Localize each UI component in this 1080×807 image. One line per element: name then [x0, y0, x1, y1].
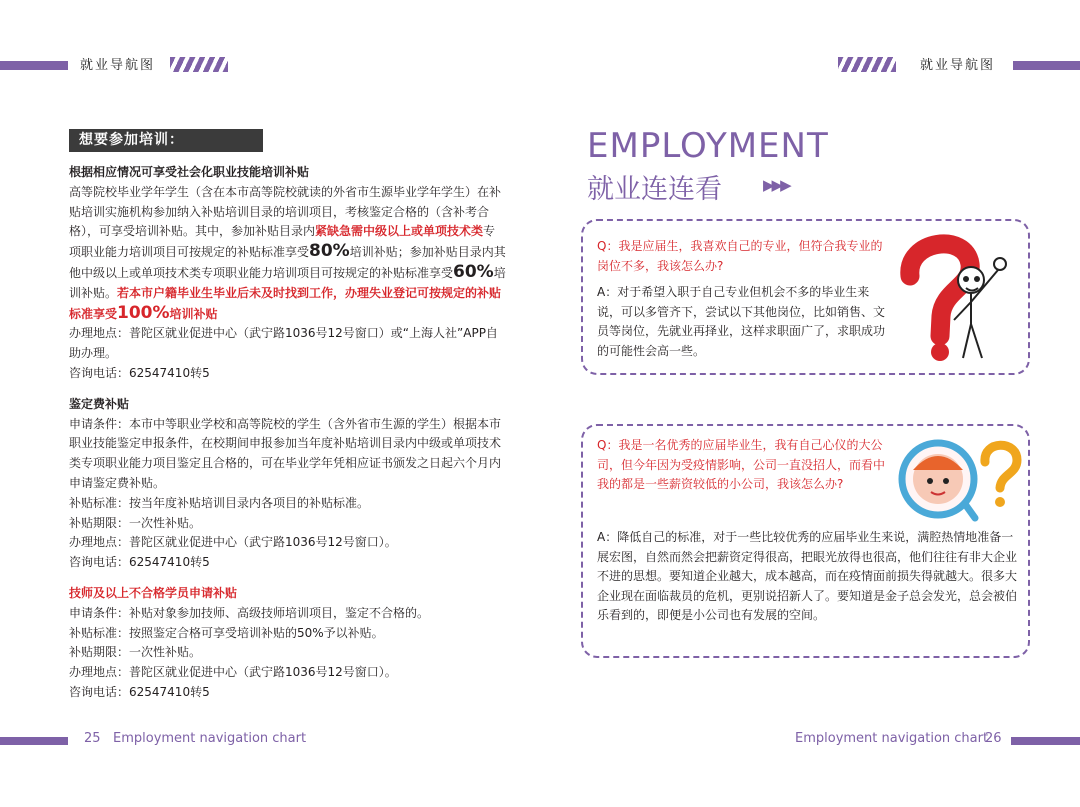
section-heading-bar: [69, 129, 263, 152]
qa1-answer: A：对于希望入职于自己专业但机会不多的毕业生来说，可以多管齐下，尝试以下其他岗位，比如销售、文员等岗位，先就业再择业，这样求职面广了，求职成功的可能性会高一些。: [597, 285, 886, 358]
block1-heading: 根据相应情况可享受社会化职业技能培训补贴: [69, 165, 310, 179]
header-title-left: 就业导航图: [80, 58, 156, 73]
pct-100: 100%: [117, 302, 170, 323]
block2-std: 补贴标准：按当年度补贴培训目录内各项目的补贴标准。: [69, 495, 370, 510]
header-title-right: 就业导航图: [920, 58, 996, 73]
block2-place: 办理地点：普陀区就业促进中心（武宁路1036号12号窗口）。: [69, 535, 397, 550]
header-stripes-right: [838, 57, 896, 72]
block1-red-a: 紧缺急需中级以上或单项技术类: [315, 224, 484, 239]
block1-red-c: 培训补贴: [169, 306, 218, 321]
block3-phone: 咨询电话：62547410转5: [69, 684, 210, 699]
left-content: [69, 163, 506, 703]
block3-cond: 申请条件：补贴对象参加技师、高级技师培训项目，鉴定不合格的。: [69, 605, 430, 620]
title-chinese: 就业连连看: [587, 174, 722, 205]
block3-heading: 技师及以上不合格学员申请补贴: [69, 585, 238, 600]
qa2-question: Q：我是一名优秀的应届毕业生，我有自己心仪的大公司，但今年因为受疫情影响，公司一直没招人，而看中我的都是一些薪资较低的小公司，我该怎么办?: [597, 438, 886, 491]
footer-bar-right: [1011, 737, 1080, 745]
footer-page-left: 25: [84, 731, 101, 746]
title-english: EMPLOYMENT: [587, 126, 829, 166]
block1-place: 办理地点：普陀区就业促进中心（武宁路1036号12号窗口）或“上海人社”APP自助办理。: [69, 326, 498, 361]
block1-text-a: 高等院校毕业学年学生（含在本市高等院校就读的外省市生源毕业学年学生）在补贴培训实施机构参加纳入补贴培训目录的培训项目，考核鉴定合格的（含补考合格），可享受培训补贴。其中，参加补贴目录内: [69, 184, 502, 239]
footer-label-left: Employment navigation chart: [113, 731, 307, 746]
block1-text-c: 培训补贴；参加补贴目录内其他中级以上或单项技术类专项职业能力培训项目可按规定的补贴标准享受: [69, 245, 506, 280]
header-bar-right: [1013, 61, 1080, 70]
section-heading: 想要参加培训：: [79, 132, 184, 148]
header-stripes-left: [170, 57, 228, 72]
block1-paragraph: [69, 183, 506, 325]
footer-page-right: 26: [985, 731, 1002, 746]
triple-arrow-icon: ▶▶▶: [763, 176, 789, 194]
magnifier-girl-icon: [893, 434, 1023, 524]
block2-phone: 咨询电话：62547410转5: [69, 555, 210, 570]
block2-heading: 鉴定费补贴: [69, 396, 130, 411]
footer-label-right: Employment navigation chart: [795, 731, 989, 746]
block2-period: 补贴期限：一次性补贴。: [69, 515, 202, 530]
header-bar-left: [0, 61, 68, 70]
block3-place: 办理地点：普陀区就业促进中心（武宁路1036号12号窗口）。: [69, 665, 397, 680]
block1-text-b: 专项职业能力培训项目可按规定的补贴标准享受: [69, 224, 496, 260]
pct-60: 60%: [453, 261, 494, 282]
footer-bar-left: [0, 737, 68, 745]
pct-80: 80%: [309, 241, 350, 262]
block1-red-b: 若本市户籍毕业生毕业后未及时找到工作，办理失业登记可按规定的补贴标准享受: [69, 285, 502, 321]
question-mark-man-icon: [888, 224, 1023, 364]
block1-phone: 咨询电话：62547410转5: [69, 365, 210, 380]
qa1-question: Q：我是应届生，我喜欢自己的专业，但符合我专业的岗位不多，我该怎么办?: [597, 239, 883, 273]
qa2-answer: A：降低自己的标准，对于一些比较优秀的应届毕业生来说，满腔热情地准备一展宏图，自然而然会把薪资定得很高，把眼光放得也很高，他们往往有非大企业不进的思想。要知道企业越大，成本越高，而在疫情面前损失得就越大。很多大企业现在面临裁员的危机，更别说招新人了。要知道是金子总会发光，总会被伯乐看到的，即便是小公司也有发展的空间。: [597, 530, 1018, 622]
block2-cond: 申请条件：本市中等职业学校和高等院校的学生（含外省市生源的学生）根据本市职业技能鉴定申报条件，在校期间申报参加当年度补贴培训目录内中级或单项技术类专项职业能力项目鉴定且合格的，可在毕业学年凭相应证书颁发之日起六个月内申请鉴定费补贴。: [69, 416, 502, 490]
block1-text-d: 培训补贴。: [69, 265, 506, 300]
block3-period: 补贴期限：一次性补贴。: [69, 645, 202, 660]
block3-std: 补贴标准：按照鉴定合格可享受培训补贴的50%予以补贴。: [69, 625, 384, 640]
